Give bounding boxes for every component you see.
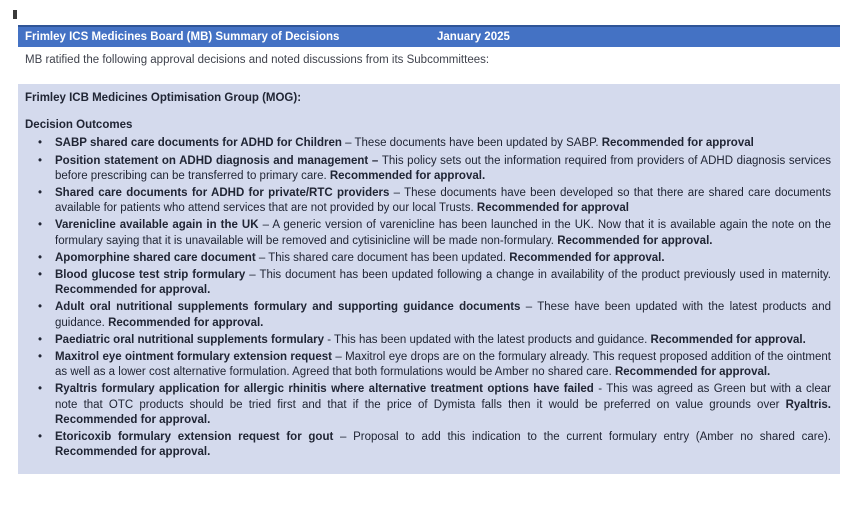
list-item: • Maxitrol eye ointment formulary extension request – Maxitrol eye drops are on the formulary already. This request proposed addition of the ointment as well as a lower cost alternative formulation. Agreed that both formulations would be Amber no shared care. Recommended for approval. (25, 350, 831, 380)
list-item: • Ryaltris formulary application for allergic rhinitis where alternative treatment options have failed - This was agreed as Green but with a clear note that OTC products should be tried first and that if the price of Dymista falls then it would be preferred on value grounds over Ryaltris. Recommended for approval. (25, 382, 831, 428)
document-date: January 2025 (437, 31, 510, 43)
list-item: • Etoricoxib formulary extension request for gout – Proposal to add this indication to the current formulary entry (Amber no shared care). Recommended for approval. (25, 430, 831, 460)
list-item: • Position statement on ADHD diagnosis and management – This policy sets out the information required from providers of ADHD diagnosis services before prescribing can be transferred to primary care. Recommended for approval. (25, 154, 831, 184)
intro-text: MB ratified the following approval decisions and noted discussions from its Subcommittees: (25, 54, 490, 66)
list-item: • Adult oral nutritional supplements formulary and supporting guidance documents – These have been updated with the latest products and guidance. Recommended for approval. (25, 300, 831, 330)
list-item: • Apomorphine shared care document – This shared care document has been updated. Recommended for approval. (25, 251, 831, 266)
decision-outcomes-heading: Decision Outcomes (25, 119, 133, 132)
intro-row (18, 47, 840, 72)
section-heading: Frimley ICB Medicines Optimisation Group (MOG): (25, 92, 302, 104)
list-item: • SABP shared care documents for ADHD for Children – These documents have been updated by SABP. Recommended for approval (25, 136, 831, 151)
document-title: Frimley ICS Medicines Board (MB) Summary of Decisions (25, 31, 340, 43)
document-body (18, 25, 840, 474)
document-header-bar (18, 25, 840, 47)
list-item: • Blood glucose test strip formulary – This document has been updated following a change in availability of the product previously used in maternity. Recommended for approval. (25, 268, 831, 298)
table-anchor-mark (13, 10, 17, 19)
list-item: • Shared care documents for ADHD for private/RTC providers – These documents have been developed so that there are shared care documents available for patients who attend services that are not provided by our local Trusts. Recommended for approval (25, 186, 831, 216)
list-item: • Varenicline available again in the UK – A generic version of varenicline has been launched in the UK. Now that it is available again the note on the formulary saying that it is unavailable will be removed and cytisinicline will be made non-formulary. Recommended for approval. (25, 218, 831, 248)
mog-section (18, 84, 840, 474)
decision-outcomes-list (25, 136, 831, 460)
list-item: • Paediatric oral nutritional supplements formulary - This has been updated with the latest products and guidance. Recommended for approval. (25, 333, 831, 348)
